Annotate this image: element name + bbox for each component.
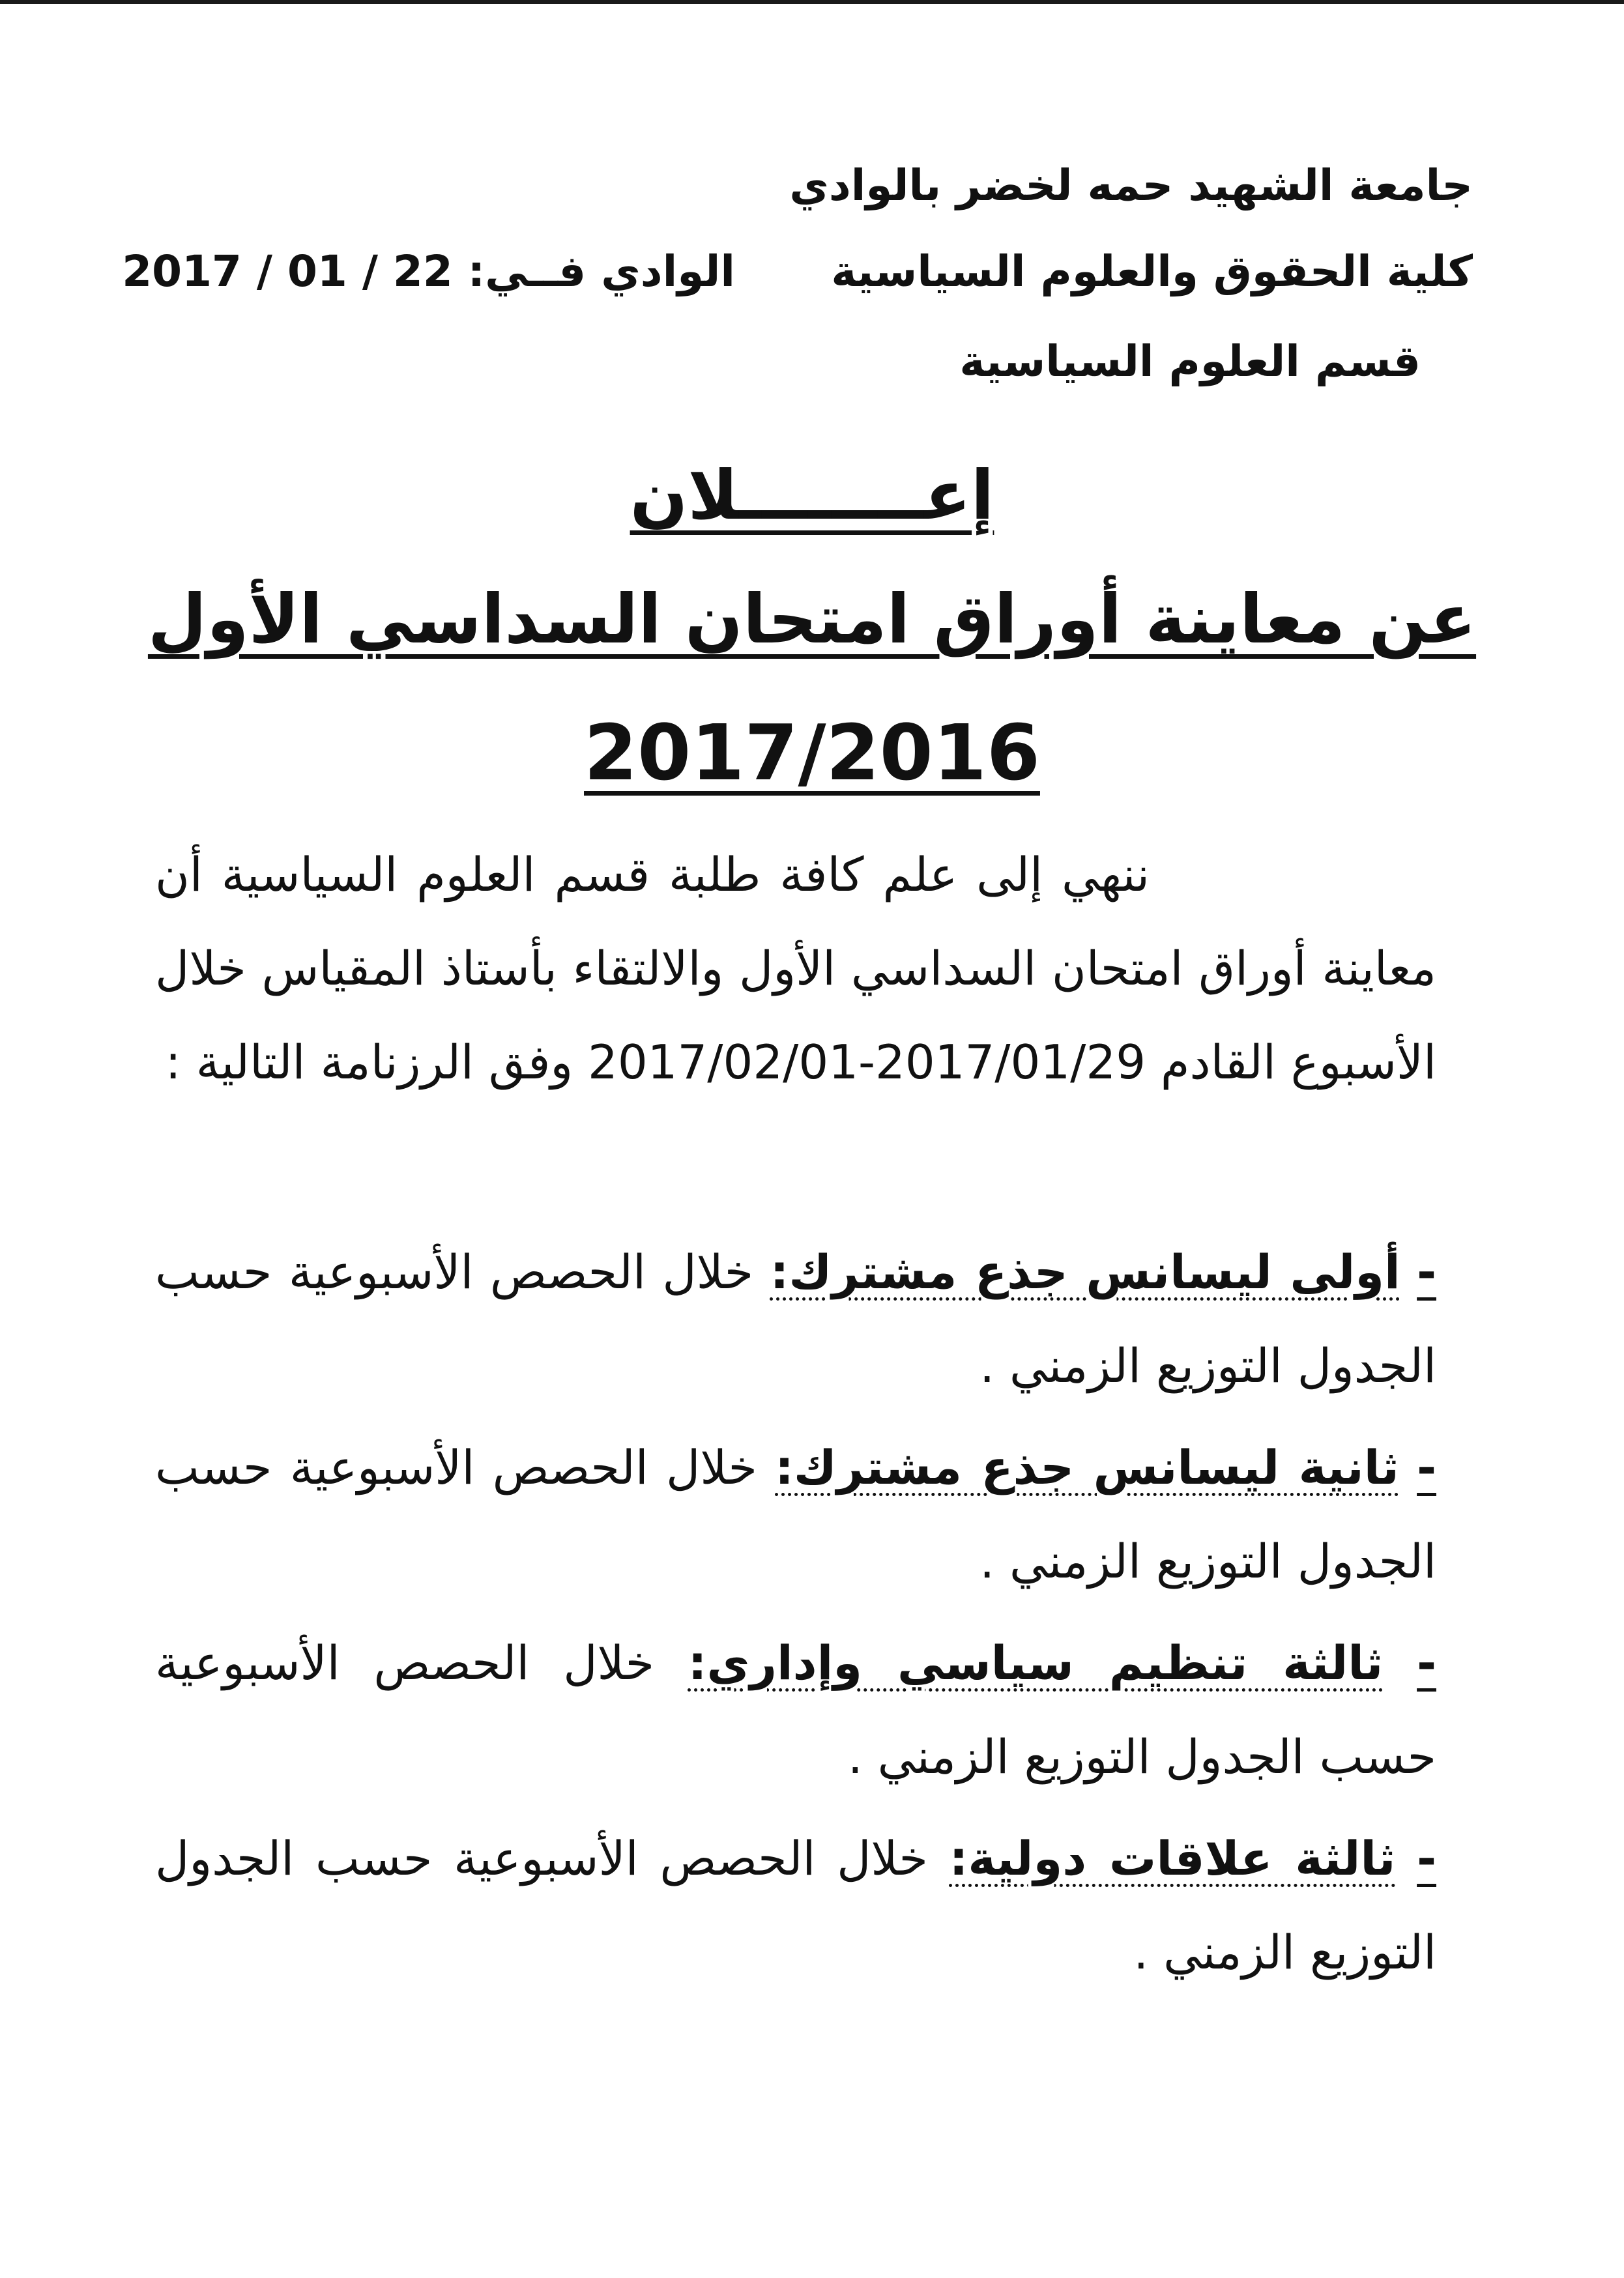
item-dash: - <box>1417 1831 1436 1886</box>
intro-text-start: ننهي إلى علم كافة طلبة قسم العلوم السياسية أن معاينة أوراق امتحان السداسي الأول والالتقاء بأستاذ المقياس خلال الأسبوع القادم <box>155 847 1436 1089</box>
item-label: ثالثة علاقات دولية: <box>949 1831 1396 1886</box>
item-text: خلال الحصص الأسبوعية حسب الجدول التوزيع الزمني . <box>155 1636 1436 1784</box>
department-name: قسم العلوم السياسية <box>959 336 1421 386</box>
item-label: ثانية ليسانس جذع مشترك: <box>775 1440 1399 1495</box>
item-dash: - <box>1417 1636 1436 1690</box>
item-label: ثالثة تنظيم سياسي وإداري: <box>688 1636 1384 1690</box>
scan-top-edge <box>0 0 1624 4</box>
schedule-item <box>155 1420 1436 1608</box>
item-label: أولى ليسانس جذع مشترك: <box>770 1245 1400 1299</box>
date-line: الوادي فــي: 22 / 01 / 2017 <box>122 246 735 296</box>
announcement-title <box>0 450 1624 541</box>
academic-year-text: 2017/2016 <box>584 708 1040 798</box>
item-text: خلال الحصص الأسبوعية حسب الجدول التوزيع الزمني . <box>155 1440 1436 1589</box>
item-text: خلال الحصص الأسبوعية حسب الجدول التوزيع الزمني . <box>155 1831 1436 1980</box>
intro-text-end: وفق الرزنامة التالية : <box>165 1035 573 1089</box>
faculty-name: كلية الحقوق والعلوم السياسية <box>831 246 1473 296</box>
schedule-item <box>155 1225 1436 1413</box>
subject-title <box>0 573 1624 665</box>
intro-date-range: 2017/02/01-2017/01/29 <box>588 1035 1146 1089</box>
item-text: خلال الحصص الأسبوعية حسب الجدول التوزيع الزمني . <box>155 1245 1436 1393</box>
intro-paragraph <box>155 828 1436 1109</box>
announcement-title-text: إعــــــــلان <box>630 455 994 535</box>
university-name: جامعة الشهيد حمه لخضر بالوادي <box>789 160 1473 210</box>
academic-year-title <box>0 704 1624 801</box>
schedule-item <box>155 1616 1436 1804</box>
item-dash: - <box>1417 1440 1436 1495</box>
schedule-item <box>155 1811 1436 1999</box>
item-dash: - <box>1417 1245 1436 1299</box>
subject-title-text: عن معاينة أوراق امتحان السداسي الأول <box>147 579 1477 659</box>
